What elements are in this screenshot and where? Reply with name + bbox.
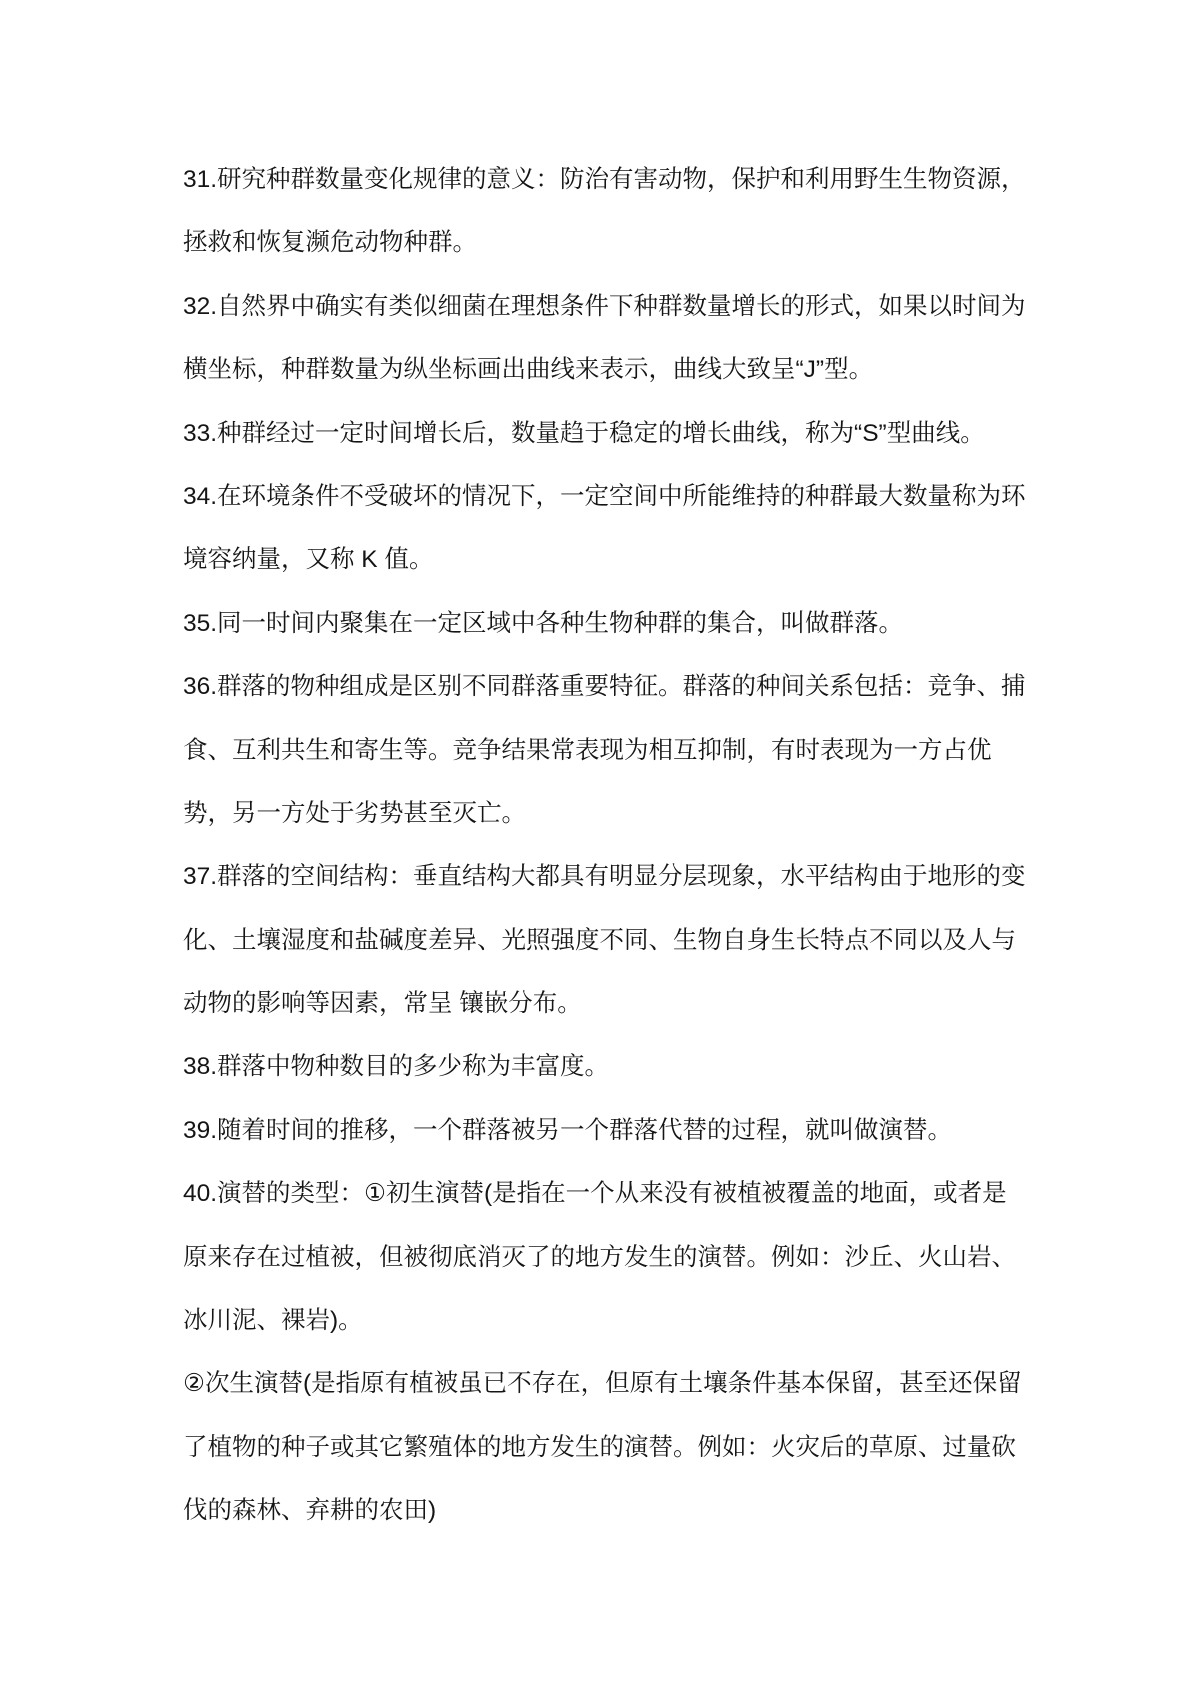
text-line: 境容纳量，又称 K 值。 — [183, 546, 434, 574]
text-line: 34.在环境条件不受破坏的情况下，一定空间中所能维持的种群最大数量称为环 — [183, 482, 1026, 510]
text-line: 40.演替的类型：①初生演替(是指在一个从来没有被植被覆盖的地面，或者是 — [183, 1180, 1007, 1208]
text-line: 原来存在过植被，但被彻底消灭了的地方发生的演替。例如：沙丘、火山岩、 — [183, 1243, 1016, 1271]
text-line: 31.研究种群数量变化规律的意义：防治有害动物，保护和利用野生生物资源， — [183, 166, 1026, 193]
text-line: 势，另一方处于劣势甚至灭亡。 — [183, 799, 526, 827]
text-line: 伐的森林、弃耕的农田) — [183, 1497, 437, 1525]
text-line: 35.同一时间内聚集在一定区域中各种生物种群的集合，叫做群落。 — [183, 609, 904, 637]
text-line: 冰川泥、裸岩)。 — [183, 1307, 363, 1335]
item-40-secondary-succession — [183, 1352, 1083, 1542]
text-line: 动物的影响等因素，常呈 镶嵌分布。 — [183, 990, 582, 1018]
text-line: 化、土壤湿度和盐碱度差异、光照强度不同、生物自身生长特点不同以及人与 — [183, 926, 1016, 954]
text-line: 拯救和恢复濒危动物种群。 — [183, 229, 477, 257]
item-39 — [183, 1099, 1083, 1162]
item-40 — [183, 1162, 1083, 1352]
item-36 — [183, 655, 1083, 845]
text-line: 37.群落的空间结构：垂直结构大都具有明显分层现象，水平结构由于地形的变 — [183, 863, 1026, 891]
text-line: 39.随着时间的推移，一个群落被另一个群落代替的过程，就叫做演替。 — [183, 1116, 953, 1144]
text-line: 38.群落中物种数目的多少称为丰富度。 — [183, 1053, 610, 1081]
item-32 — [183, 275, 1083, 402]
text-line: 32.自然界中确实有类似细菌在理想条件下种群数量增长的形式，如果以时间为 — [183, 292, 1026, 320]
item-34 — [183, 465, 1083, 592]
text-line: ②次生演替(是指原有植被虽已不存在，但原有土壤条件基本保留，甚至还保留 — [183, 1370, 1022, 1398]
text-line: 食、互利共生和寄生等。竞争结果常表现为相互抑制，有时表现为一方占优 — [183, 736, 992, 764]
item-35 — [183, 592, 1083, 655]
text-line: 33.种群经过一定时间增长后，数量趋于稳定的增长曲线，称为“S”型曲线。 — [183, 419, 985, 447]
item-37 — [183, 845, 1083, 1035]
item-38 — [183, 1035, 1083, 1098]
text-line: 36.群落的物种组成是区别不同群落重要特征。群落的种间关系包括：竞争、捕 — [183, 673, 1026, 701]
item-33 — [183, 402, 1083, 465]
text-line: 横坐标，种群数量为纵坐标画出曲线来表示，曲线大致呈“J”型。 — [183, 356, 874, 384]
item-31 — [183, 148, 1083, 275]
text-line: 了植物的种子或其它繁殖体的地方发生的演替。例如：火灾后的草原、过量砍 — [183, 1433, 1016, 1461]
document-body — [183, 148, 1083, 1543]
